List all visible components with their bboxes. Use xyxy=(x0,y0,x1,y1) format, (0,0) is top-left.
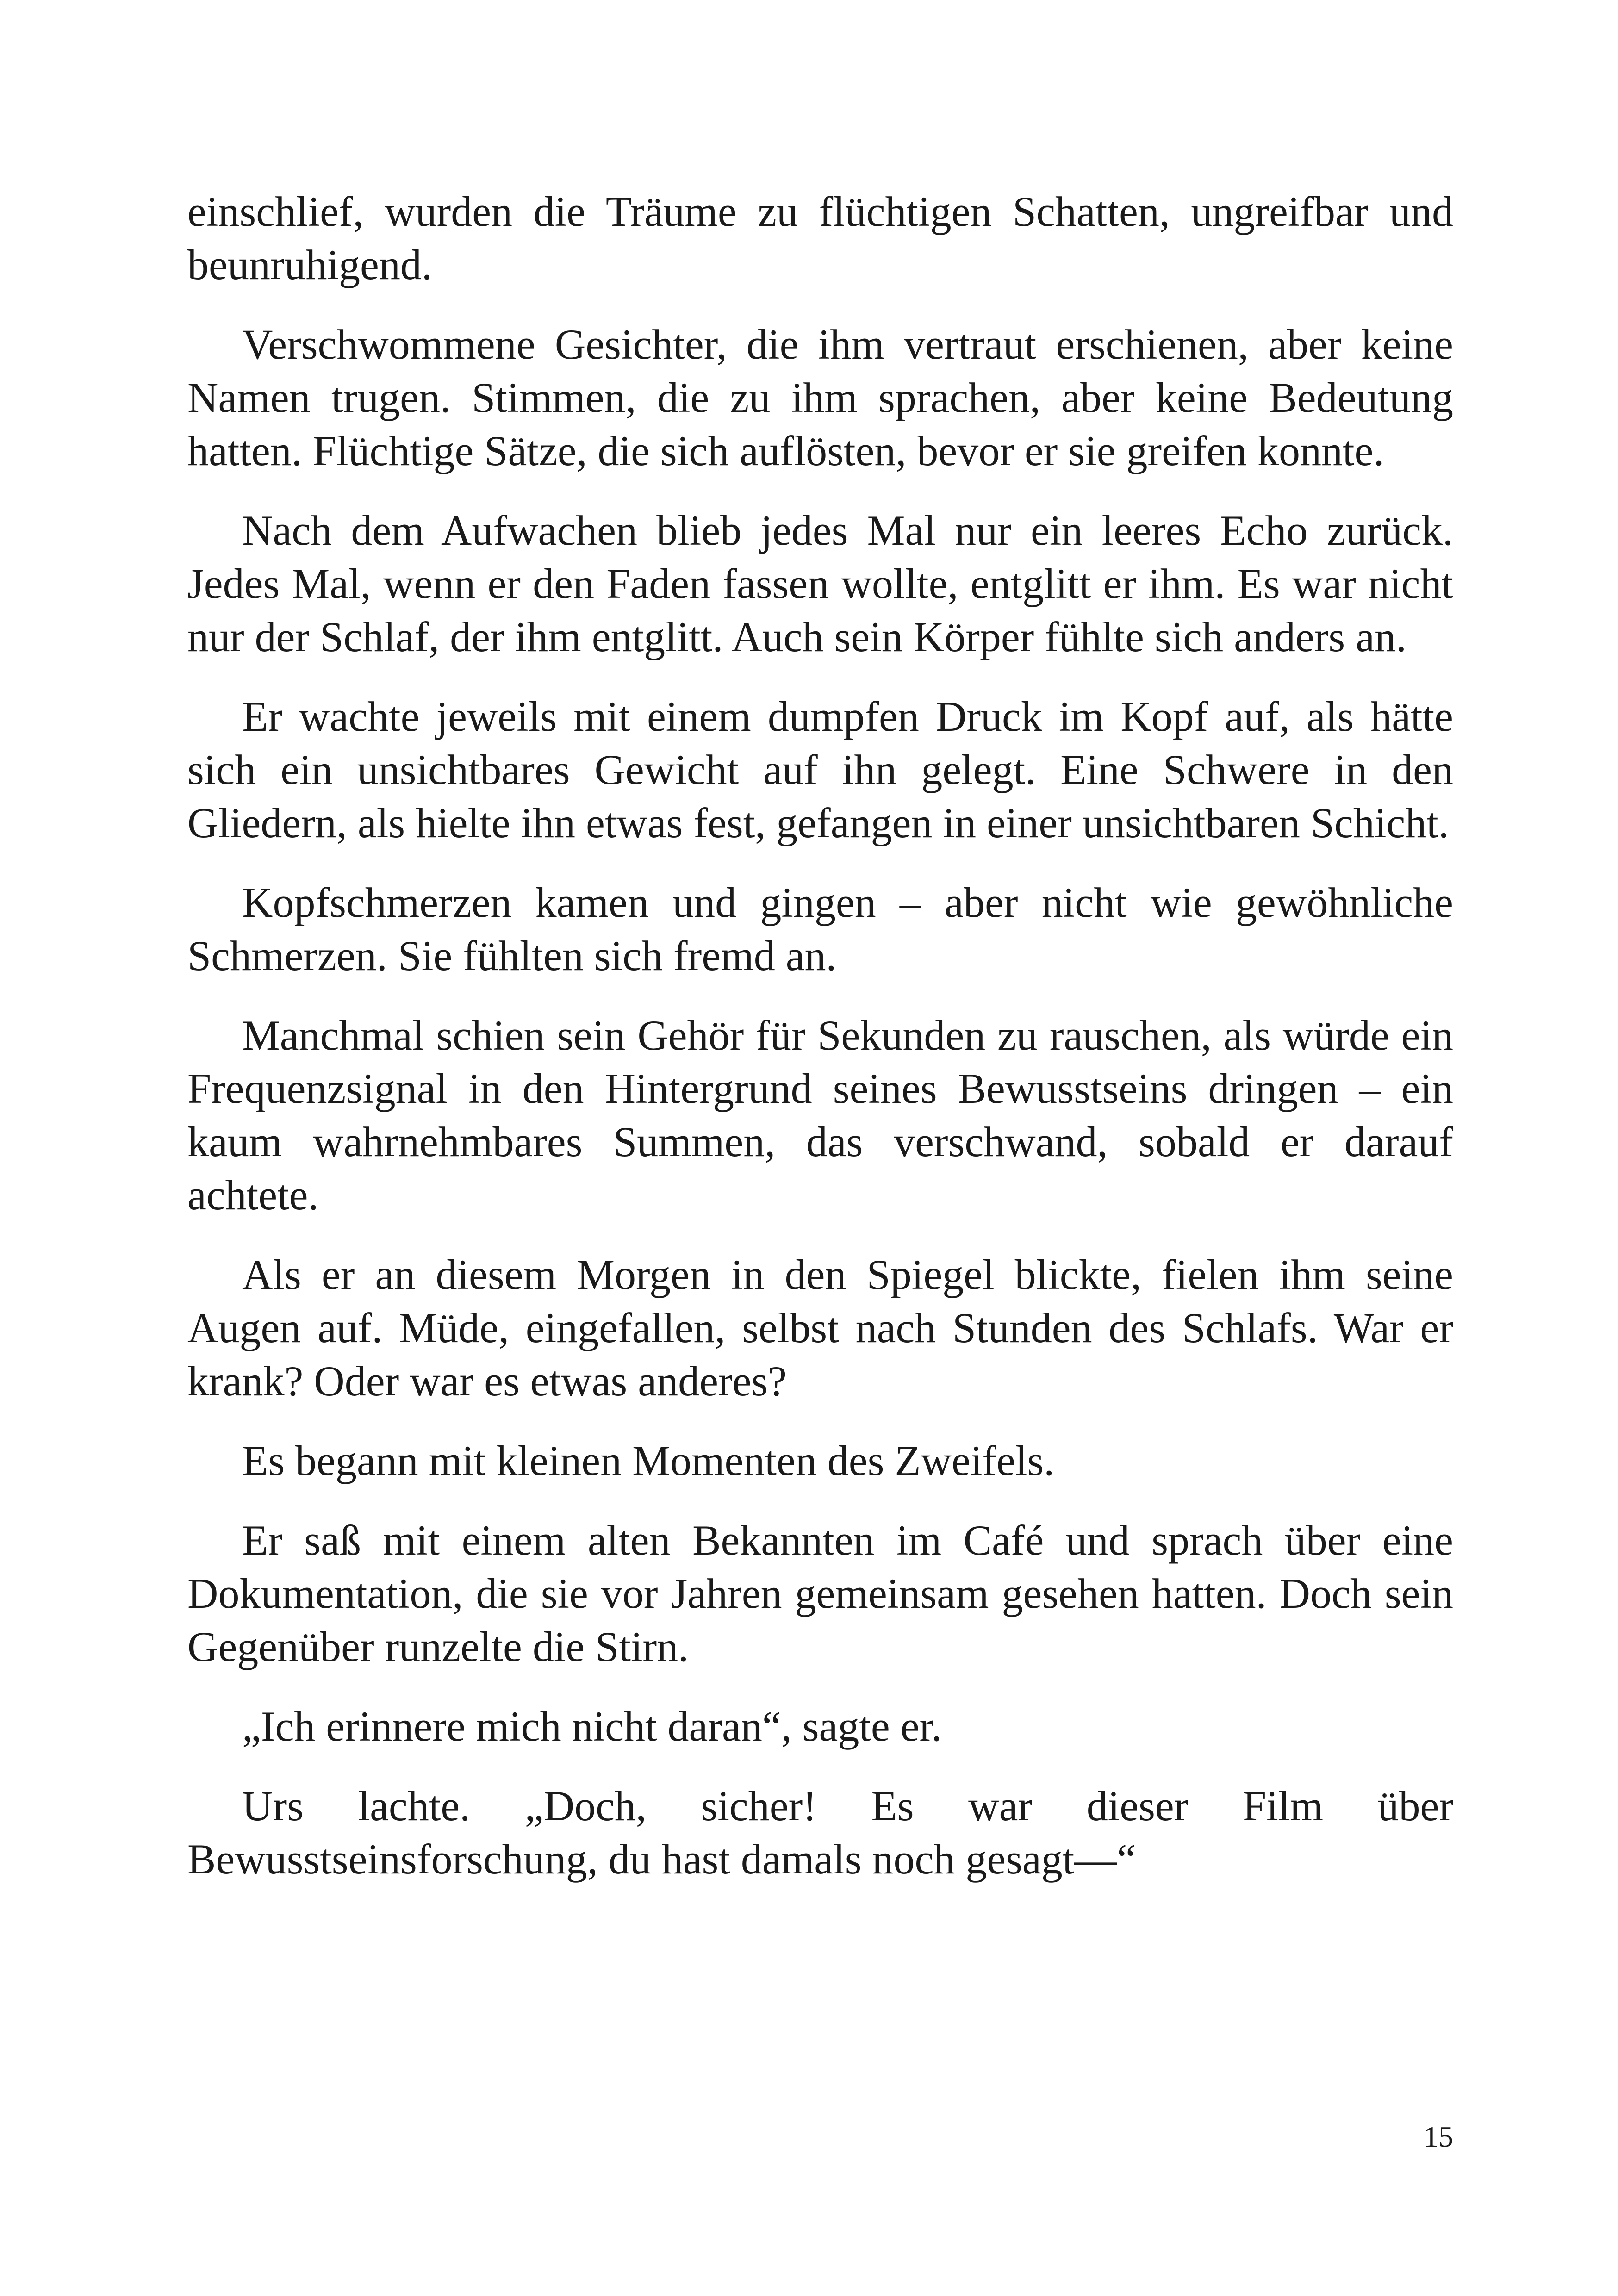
paragraph-6: Manchmal schien sein Gehör für Sekunden zu rauschen, als würde ein Frequenzsignal in den Hintergrund seines Bewusstseins dringen – ein kaum wahrnehmbares Summen, das verschwand, sobald er darauf achtete. xyxy=(187,1012,1453,1219)
paragraph-9: Er saß mit einem alten Bekannten im Café und sprach über eine Dokumentation, die sie vor Jahren gemeinsam gesehen hatten. Doch sein Gegenüber runzelte die Stirn. xyxy=(187,1517,1453,1670)
paragraph-3: Nach dem Aufwachen blieb jedes Mal nur ein leeres Echo zurück. Jedes Mal, wenn er den Faden fassen wollte, entglitt er ihm. Es war nicht nur der Schlaf, der ihm entglitt. Auch sein Körper fühlte sich anders an. xyxy=(187,507,1453,660)
paragraph-1: einschlief, wurden die Träume zu flüchtigen Schatten, ungreifbar und beunruhigend. xyxy=(187,188,1453,288)
paragraph-4: Er wachte jeweils mit einem dumpfen Druck im Kopf auf, als hätte sich ein unsichtbares Gewicht auf ihn gelegt. Eine Schwere in den Gliedern, als hielte ihn etwas fest, gefangen in einer unsichtbaren Schicht. xyxy=(187,693,1453,846)
paragraph-7: Als er an diesem Morgen in den Spiegel blickte, fielen ihm seine Augen auf. Müde, eingefallen, selbst nach Stunden des Schlafs. War er krank? Oder war es etwas anderes? xyxy=(187,1251,1453,1405)
paragraph-2: Verschwommene Gesichter, die ihm vertraut erschienen, aber keine Namen trugen. Stimmen, die zu ihm sprachen, aber keine Bedeutung hatten. Flüchtige Sätze, die sich auflösten, bevor er sie greifen konnte. xyxy=(187,321,1453,474)
paragraph-10: „Ich erinnere mich nicht daran“, sagte er. xyxy=(242,1703,942,1750)
page-number: 15 xyxy=(1424,2120,1453,2153)
paragraph-8: Es begann mit kleinen Momenten des Zweifels. xyxy=(242,1437,1055,1484)
body-text xyxy=(187,185,1453,1912)
paragraph-11: Urs lachte. „Doch, sicher! Es war dieser Film über Bewusstseinsforschung, du hast damals noch gesagt—“ xyxy=(187,1782,1453,1883)
paragraph-5: Kopfschmerzen kamen und gingen – aber nicht wie gewöhnliche Schmerzen. Sie fühlten sich fremd an. xyxy=(187,879,1453,979)
